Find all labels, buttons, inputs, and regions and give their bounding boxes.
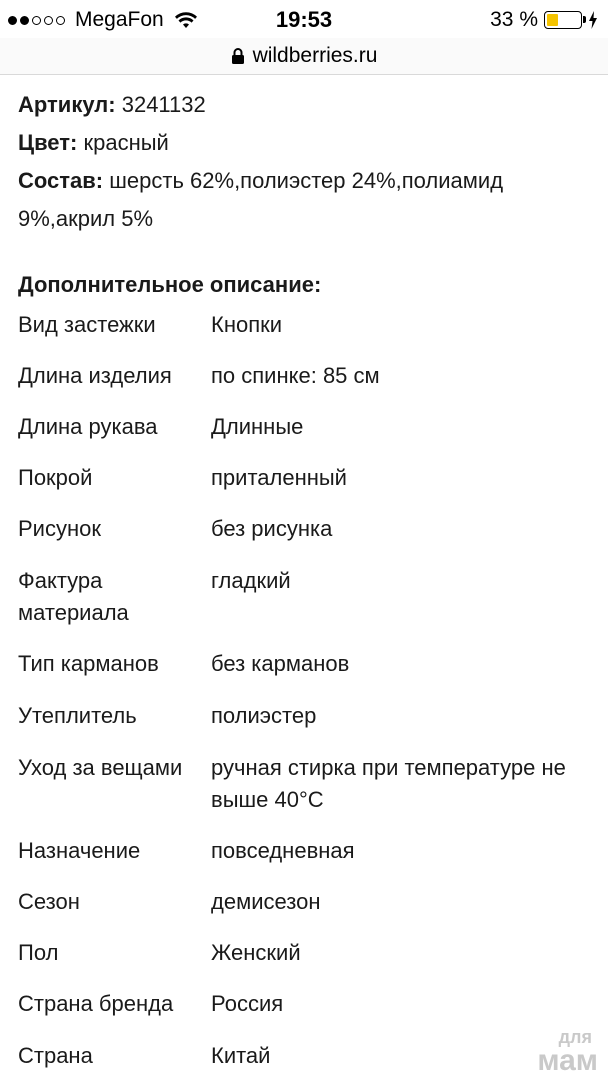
attribute-key: Длина рукава — [18, 414, 158, 439]
composition-label: Состав: — [18, 168, 104, 193]
attribute-value: без карманов — [211, 651, 350, 676]
watermark-logo — [537, 1028, 598, 1076]
attribute-key: Пол — [18, 940, 59, 965]
attribute-key: Длина изделия — [18, 363, 172, 388]
carrier-name: MegaFon — [75, 8, 164, 31]
attribute-key: Рисунок — [18, 516, 101, 541]
attribute-value: демисезон — [211, 889, 321, 914]
product-specs — [18, 86, 590, 238]
attribute-value: Россия — [211, 991, 284, 1016]
color-line — [18, 124, 590, 162]
attribute-value: приталенный — [211, 465, 347, 490]
watermark-line-1: для — [558, 1027, 592, 1047]
attribute-key: Фактура материала — [18, 568, 129, 625]
battery-percent: 33 % — [490, 8, 538, 31]
attribute-value: по спинке: 85 см — [211, 363, 380, 388]
article-line — [18, 86, 590, 124]
attribute-key: Вид застежки — [18, 312, 156, 337]
attribute-value: без рисунка — [211, 516, 333, 541]
status-bar — [0, 0, 608, 38]
attribute-key: Страна бренда — [18, 991, 174, 1016]
attribute-key: Тип карманов — [18, 651, 159, 676]
attribute-key: Сезон — [18, 889, 80, 914]
composition-value: шерсть 62%,полиэстер 24%,полиамид 9%,акрил 5% — [18, 168, 504, 231]
address-bar[interactable] — [0, 38, 608, 75]
status-right — [490, 8, 598, 32]
watermark-line-2: мам — [537, 1044, 598, 1077]
attribute-value: Женский — [211, 940, 301, 965]
attribute-key: Назначение — [18, 838, 141, 863]
lock-icon — [231, 47, 245, 65]
attribute-key: Страна — [18, 1043, 93, 1068]
battery-cap — [583, 16, 586, 23]
attribute-value: Кнопки — [211, 312, 283, 337]
additional-description-title: Дополнительное описание: — [18, 272, 322, 297]
attribute-value: повседневная — [211, 838, 355, 863]
color-value: красный — [83, 130, 169, 155]
attribute-value: Длинные — [211, 414, 304, 439]
article-value: 3241132 — [121, 92, 206, 117]
clock: 19:53 — [275, 7, 333, 32]
attribute-value: полиэстер — [211, 703, 317, 728]
attribute-key: Утеплитель — [18, 703, 137, 728]
attribute-value: гладкий — [211, 568, 291, 593]
battery-level — [547, 14, 558, 26]
charging-bolt-icon — [588, 11, 598, 29]
color-label: Цвет: — [18, 130, 78, 155]
attribute-key: Покрой — [18, 465, 93, 490]
attribute-value: ручная стирка при температуре не выше 40°C — [211, 755, 566, 812]
url-text[interactable]: wildberries.ru — [252, 44, 378, 67]
composition-line — [18, 162, 590, 238]
attribute-value: Китай — [211, 1043, 271, 1068]
attribute-key: Уход за вещами — [18, 755, 183, 780]
article-label: Артикул: — [18, 92, 116, 117]
battery-icon — [544, 11, 582, 29]
